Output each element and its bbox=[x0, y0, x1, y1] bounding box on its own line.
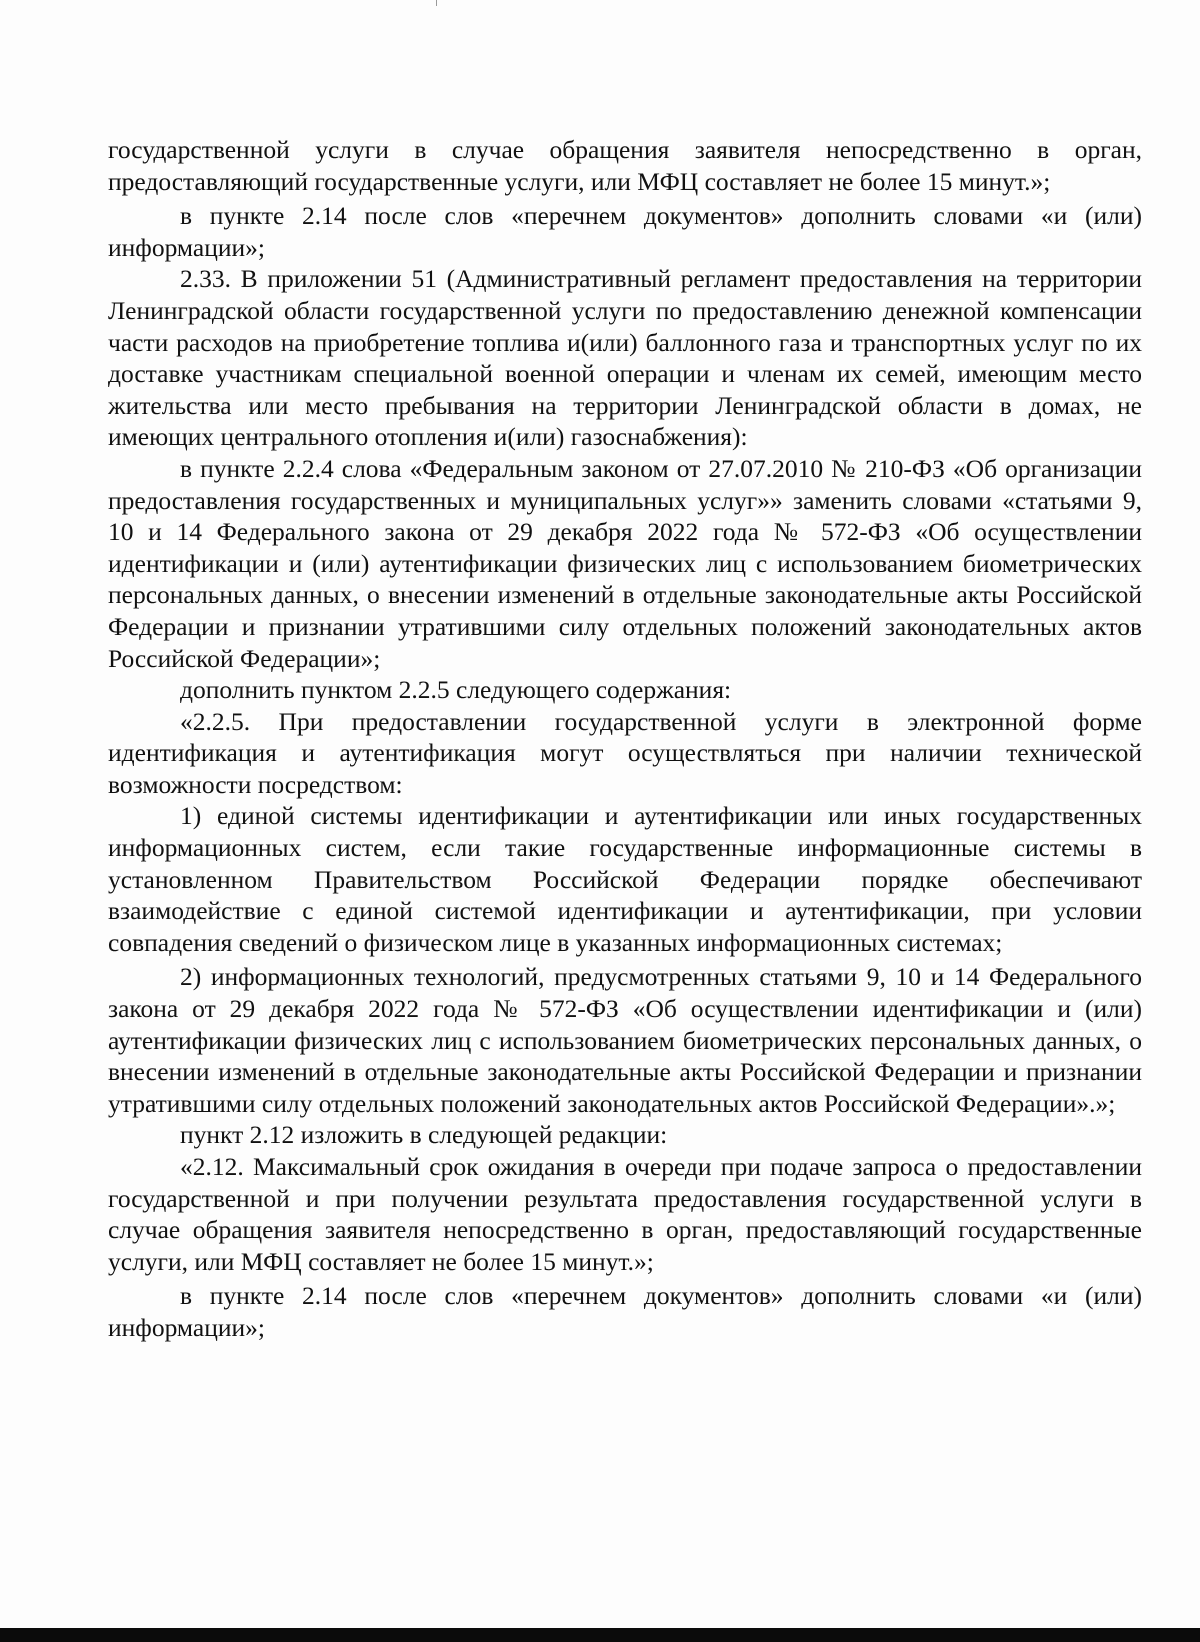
paragraph-2-14-amendment-repeat: в пункте 2.14 после слов «перечнем документов» дополнить словами «и (или) информации»; bbox=[108, 1281, 1142, 1342]
paragraph-continuation: государственной услуги в случае обращения заявителя непосредственно в орган, предоставляющий государственные услуги, или МФЦ составляет не более 15 минут.»; bbox=[108, 135, 1142, 196]
list-item-1: 1) единой системы идентификации и аутентификации или иных государственных информационных систем, если такие государственные информационные системы в установленном Правительством Российской Федерации порядке обеспечивают взаимодействие с единой системой идентификации и аутентификации, при условии совпадения сведений о физическом лице в указанных информационных системах; bbox=[108, 801, 1142, 957]
document-body bbox=[108, 134, 1142, 1344]
list-item-2: 2) информационных технологий, предусмотренных статьями 9, 10 и 14 Федерального закона от 29 декабря 2022 года № 572-ФЗ «Об осуществлении идентификации и (или) аутентификации физических лиц с использованием биометрических персональных данных, о внесении изменений в отдельные законодательные акты Российской Федерации и признании утратившими силу отдельных положений законодательных актов Российской Федерации».»; bbox=[108, 962, 1142, 1118]
paragraph-add-2-2-5: дополнить пунктом 2.2.5 следующего содержания: bbox=[180, 675, 732, 705]
paragraph-2-14-amendment: в пункте 2.14 после слов «перечнем документов» дополнить словами «и (или) информации»; bbox=[108, 201, 1142, 262]
scan-artifact bbox=[436, 0, 437, 6]
scan-bottom-edge bbox=[0, 1628, 1200, 1642]
paragraph-2-12-intro: пункт 2.12 изложить в следующей редакции: bbox=[180, 1120, 668, 1150]
paragraph-2-2-5-text: «2.2.5. При предоставлении государственной услуги в электронной форме идентификация и аутентификация могут осуществляться при наличии технической возможности посредством: bbox=[108, 706, 1142, 799]
paragraph-2-2-4-amendment: в пункте 2.2.4 слова «Федеральным законом от 27.07.2010 № 210-ФЗ «Об организации предоставления государственных и муниципальных услуг»» заменить словами «статьями 9, 10 и 14 Федерального закона от 29 декабря 2022 года № 572-ФЗ «Об осуществлении идентификации и (или) аутентификации физических лиц с использованием биометрических персональных данных, о внесении изменений в отдельные законодательные акты Российской Федерации и признании утратившими силу отдельных положений законодательных актов Российской Федерации»; bbox=[108, 453, 1142, 673]
paragraph-2-33-heading: 2.33. В приложении 51 (Административный регламент предоставления на территории Ленинградской области государственной услуги по предоставлению денежной компенсации части расходов на приобретение топлива и(или) баллонного газа и транспортных услуг по их доставке участникам специальной военной операции и членам их семей, имеющим место жительства или место пребывания на территории Ленинградской области в домах, не имеющих центрального отопления и(или) газоснабжения): bbox=[108, 264, 1142, 452]
paragraph-2-12-text: «2.12. Максимальный срок ожидания в очереди при подаче запроса о предоставлении государственной и при получении результата предоставления государственной услуги в случае обращения заявителя непосредственно в орган, предоставляющий государственные услуги, или МФЦ составляет не более 15 минут.»; bbox=[108, 1152, 1142, 1276]
